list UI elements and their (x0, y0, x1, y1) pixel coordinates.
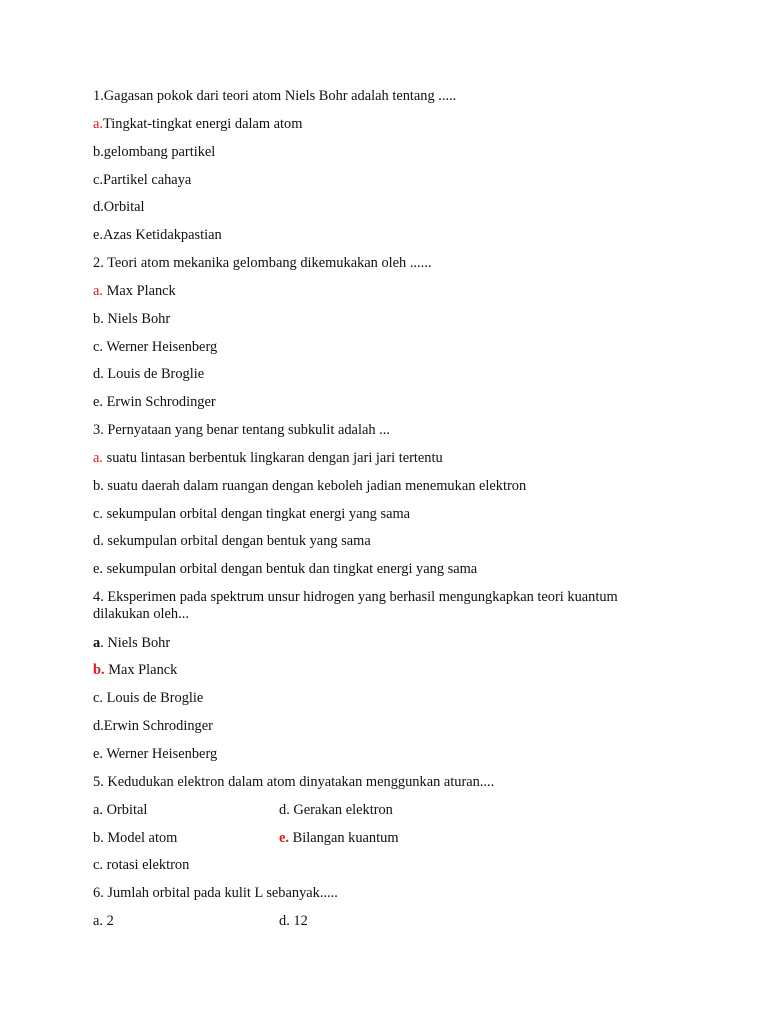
q2-option-e: e. Erwin Schrodinger (93, 394, 216, 410)
q1-option-b: b.gelombang partikel (93, 144, 216, 160)
q2-option-c: c. Werner Heisenberg (93, 339, 218, 355)
q1-option-d: d.Orbital (93, 199, 145, 215)
q3-option-a (93, 450, 443, 467)
q3-option-d: d. sekumpulan orbital dengan bentuk yang sama (93, 533, 371, 549)
q2-option-d: d. Louis de Broglie (93, 366, 205, 382)
q2-option-a (93, 283, 176, 300)
q2-option-a-text: Max Planck (103, 283, 176, 299)
q5-option-e-text: Bilangan kuantum (289, 830, 399, 846)
q5-option-e (279, 830, 399, 847)
q1-option-a-text: Tingkat-tingkat energi dalam atom (103, 116, 303, 132)
q2-option-b: b. Niels Bohr (93, 311, 171, 327)
q5-option-c: c. rotasi elektron (93, 857, 190, 873)
q1-option-e: e.Azas Ketidakpastian (93, 227, 222, 243)
q5-option-a: a. Orbital (93, 802, 148, 818)
q5-option-d: d. Gerakan elektron (279, 802, 393, 818)
q3-option-b: b. suatu daerah dalam ruangan dengan keboleh jadian menemukan elektron (93, 478, 527, 494)
q3-question: 3. Pernyataan yang benar tentang subkulit adalah ... (93, 422, 390, 438)
q1-option-a (93, 116, 302, 133)
q1-answer-marker: a. (93, 116, 103, 132)
q2-answer-marker: a. (93, 283, 103, 299)
q5-answer-marker: e. (279, 830, 289, 846)
q4-answer-marker: b. (93, 662, 105, 678)
q1-option-c: c.Partikel cahaya (93, 172, 192, 188)
q5-question: 5. Kedudukan elektron dalam atom dinyatakan menggunkan aturan.... (93, 774, 495, 790)
q4-option-a-text: . Niels Bohr (100, 635, 171, 651)
q2-question: 2. Teori atom mekanika gelombang dikemukakan oleh ...... (93, 255, 432, 271)
q4-option-a-letter: a (93, 635, 101, 651)
q1-question: 1.Gagasan pokok dari teori atom Niels Bohr adalah tentang ..... (93, 88, 457, 104)
q3-answer-marker: a. (93, 450, 103, 466)
q5-option-b: b. Model atom (93, 830, 178, 846)
q4-option-b-text: Max Planck (104, 662, 178, 678)
q4-option-d: d.Erwin Schrodinger (93, 718, 213, 734)
q4-option-b (93, 662, 177, 679)
q6-question: 6. Jumlah orbital pada kulit L sebanyak..... (93, 885, 338, 901)
q4-option-e: e. Werner Heisenberg (93, 746, 218, 762)
q4-option-c: c. Louis de Broglie (93, 690, 204, 706)
q3-option-e: e. sekumpulan orbital dengan bentuk dan tingkat energi yang sama (93, 561, 478, 577)
q6-option-a: a. 2 (93, 913, 114, 929)
q3-option-c: c. sekumpulan orbital dengan tingkat energi yang sama (93, 506, 411, 522)
q6-option-d: d. 12 (279, 913, 308, 929)
q4-question: 4. Eksperimen pada spektrum unsur hidrogen yang berhasil mengungkapkan teori kuantum dilakukan oleh... (93, 589, 618, 622)
q3-option-a-text: suatu lintasan berbentuk lingkaran dengan jari jari tertentu (103, 450, 443, 466)
q4-option-a (93, 635, 170, 652)
